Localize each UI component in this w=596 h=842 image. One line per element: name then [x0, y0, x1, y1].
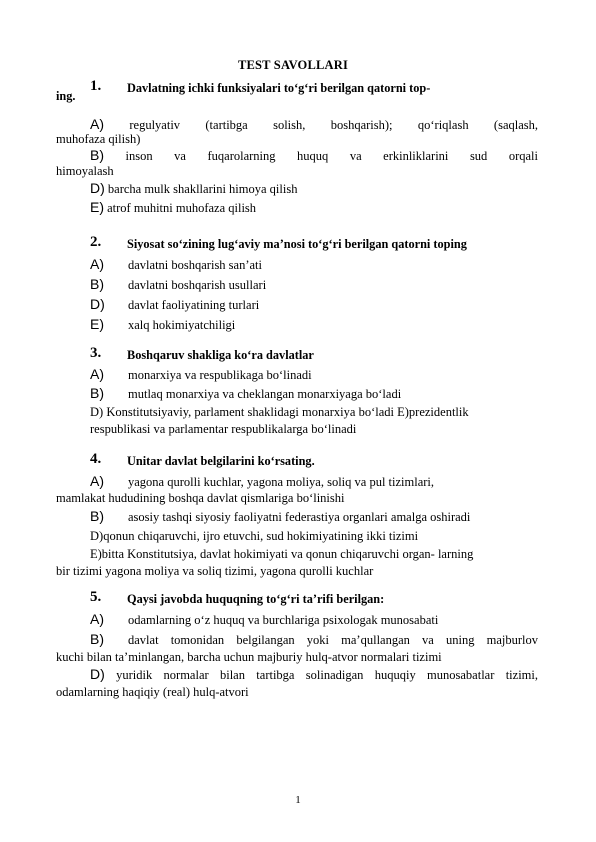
question-1-text: Davlatning ichki funksiyalari to‘g‘ri berilgan qatorni top- — [127, 81, 431, 95]
q4-option-e-line2: bir tizimi yagona moliya va soliq tizimi, yagona qurolli kuchlar — [56, 564, 374, 578]
q5-option-a-letter: A) — [90, 611, 104, 627]
q2-option-a-letter: A) — [90, 256, 104, 272]
q2-option-d-letter: D) — [90, 296, 105, 312]
q5-option-b-letter: B) — [90, 631, 104, 647]
question-3-number: 3. — [90, 345, 102, 361]
q4-option-a-line2: mamlakat hududining boshqa davlat qismlariga bo‘linishi — [56, 491, 345, 505]
question-5-text: Qaysi javobda huquqning to‘g‘ri ta’rifi berilgan: — [127, 592, 385, 606]
q4-option-a-letter: A) — [90, 473, 104, 489]
q3-option-de-line1: D) Konstitutsiyaviy, parlament shaklidagi monarxiya bo‘ladi E)prezidentlik — [90, 405, 469, 419]
question-4-number: 4. — [90, 451, 102, 467]
page-title: TEST SAVOLLARI — [237, 58, 349, 72]
q1-option-e — [90, 199, 256, 216]
question-1-number: 1. — [90, 78, 102, 94]
q2-option-d-text: davlat faoliyatining turlari — [128, 298, 260, 312]
page-number: 1 — [295, 794, 301, 806]
question-2-text: Siyosat so‘zining lug‘aviy ma’nosi to‘g‘ri berilgan qatorni toping — [127, 237, 467, 251]
q3-option-b-text: mutlaq monarxiya va cheklangan monarxiyaga bo‘ladi — [128, 387, 402, 401]
q1-option-b-letter: B) — [90, 147, 104, 163]
q4-option-a-text: yagona qurolli kuchlar, yagona moliya, soliq va pul tizimlari, — [128, 475, 435, 489]
q5-option-d-line1 — [90, 666, 538, 683]
q3-option-a-letter: A) — [90, 366, 104, 382]
q4-option-b-text: asosiy tashqi siyosiy faoliyatni federastiya organlari amalga oshiradi — [128, 510, 471, 524]
q5-option-b-line2: kuchi bilan ta’minlangan, barcha uchun majburiy hulq-atvor normalari tizimi — [56, 650, 442, 664]
q4-option-e-line1: E)bitta Konstitutsiya, davlat hokimiyati va qonun chiqaruvchi organ- larning — [90, 547, 474, 561]
q3-option-b-letter: B) — [90, 385, 104, 401]
q2-option-b-text: davlatni boshqarish usullari — [128, 278, 267, 292]
q5-option-a-text: odamlarning o‘z huquq va burchlariga psixologak munosabati — [128, 613, 439, 627]
q1-option-b-line1 — [90, 147, 538, 164]
question-5-number: 5. — [90, 589, 102, 605]
question-3-text: Boshqaruv shakliga ko‘ra davlatlar — [127, 348, 314, 362]
question-1-tail: ing. — [56, 89, 76, 103]
q1-option-e-letter: E) — [90, 199, 104, 215]
q5-option-d-letter: D) — [90, 666, 105, 682]
question-2-number: 2. — [90, 234, 102, 250]
q3-option-de-line2: respublikasi va parlamentar respublikalarga bo‘linadi — [90, 422, 357, 436]
q1-option-a-line2: muhofaza qilish) — [56, 132, 141, 146]
q2-option-e-letter: E) — [90, 316, 104, 332]
q1-option-e-text: atrof muhitni muhofaza qilish — [107, 201, 257, 215]
q5-option-d-line2: odamlarning haqiqiy (real) hulq-atvori — [56, 685, 249, 699]
q5-option-d-text: yuridik normalar bilan tartibga solinadigan huquqiy munosabatlar tizimi, — [116, 668, 538, 682]
q1-option-d — [90, 180, 297, 197]
q4-option-b-letter: B) — [90, 508, 104, 524]
q1-option-a-line1 — [90, 116, 538, 133]
q1-option-b-text: inson va fuqarolarning huquq va erkinliklarini sud orqali — [125, 149, 538, 163]
q2-option-b-letter: B) — [90, 276, 104, 292]
question-4-text: Unitar davlat belgilarini ko‘rsating. — [127, 454, 315, 468]
q1-option-d-letter: D) — [90, 180, 105, 196]
q5-option-b-text: davlat tomonidan belgilangan yoki ma’qullangan va uning majburlov — [128, 633, 538, 647]
q2-option-e-text: xalq hokimiyatchiligi — [128, 318, 236, 332]
q4-option-d: D)qonun chiqaruvchi, ijro etuvchi, sud hokimiyatining ikki tizimi — [90, 529, 419, 543]
q1-option-d-text: barcha mulk shakllarini himoya qilish — [107, 182, 298, 196]
q1-option-b-line2: himoyalash — [56, 164, 114, 178]
q3-option-a-text: monarxiya va respublikaga bo‘linadi — [128, 368, 312, 382]
q1-option-a-text: regulyativ (tartibga solish, boshqarish); qo‘riqlash (saqlash, — [129, 118, 539, 132]
q2-option-a-text: davlatni boshqarish san’ati — [128, 258, 262, 272]
q1-option-a-letter: A) — [90, 116, 104, 132]
